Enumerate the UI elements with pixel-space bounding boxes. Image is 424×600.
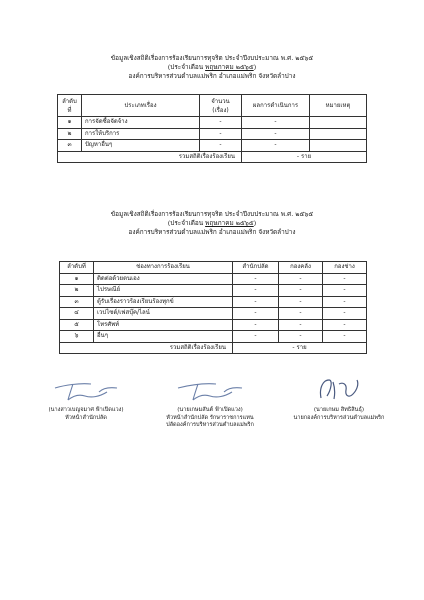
row-channel: โทรศัพท์ (94, 319, 233, 331)
row-no: ๕ (60, 319, 94, 331)
section2-heading (0, 210, 424, 237)
header-count: จำนวน (เรื่อง) (200, 95, 242, 117)
total-label: รวมสถิติเรื่องร้องเรียน (60, 342, 233, 354)
row-office: - (233, 296, 279, 308)
row-channel: เวปไซต์/เฟสบุ๊ค/ไลน์ (94, 308, 233, 320)
row-office: - (233, 273, 279, 285)
signer-2-position: หัวหน้าสำนักปลัด รักษาราชการแทน (166, 414, 254, 421)
total-value: - ราย (242, 151, 367, 163)
row-result: - (242, 117, 310, 129)
signature-block-2 (140, 378, 280, 430)
row-channel: อื่นๆ (94, 331, 233, 343)
signer-1-position: หัวหน้าสำนักปลัด (65, 414, 107, 421)
row-note (310, 117, 367, 129)
header-finance: กองคลัง (279, 262, 323, 274)
table-header-row (60, 262, 367, 274)
total-row (60, 342, 367, 354)
handwritten-signature-3 (313, 374, 365, 404)
section2-month-line: (ประจำเดือน พฤษภาคม ๒๕๖๕) (167, 219, 257, 227)
section2-organization: องค์การบริหารส่วนตำบลแม่พริก อำเภอแม่พริก จังหวัดลำปาง (128, 228, 296, 236)
row-no: ๓ (58, 140, 82, 152)
row-result: - (242, 128, 310, 140)
row-channel: ตู้รับเรื่องราวร้องเรียนร้องทุกข์ (94, 296, 233, 308)
table-row (60, 273, 367, 285)
table-row (60, 296, 367, 308)
total-value: - ราย (233, 342, 367, 354)
section1-month: พฤษภาคม ๒๕๖๕ (205, 63, 254, 71)
section2-title: ข้อมูลเชิงสถิติเรื่องการร้องเรียนการทุจริต ประจำปีงบประมาณ พ.ศ. ๒๕๖๕ (110, 210, 314, 218)
row-no: ๖ (60, 331, 94, 343)
row-no: ๓ (60, 296, 94, 308)
table-row (58, 117, 367, 129)
header-no: ลำดับที่ (60, 262, 94, 274)
signer-1-name: (นางสาวเบญจมาศ ฟ้าเปิดแวง) (48, 407, 124, 413)
row-type: การให้บริการ (82, 128, 200, 140)
row-type: การจัดซื้อจัดจ้าง (82, 117, 200, 129)
row-engineering: - (323, 296, 367, 308)
handwritten-signature-1 (51, 378, 121, 404)
row-engineering: - (323, 319, 367, 331)
row-finance: - (279, 308, 323, 320)
table-row (58, 140, 367, 152)
row-finance: - (279, 285, 323, 297)
row-channel: ไปรษณีย์ (94, 285, 233, 297)
row-office: - (233, 319, 279, 331)
signature-block-3 (270, 374, 408, 422)
signature-block-1 (28, 378, 144, 422)
signer-3-name: (นายเกษม สิทธิสินธุ์) (313, 407, 365, 413)
row-finance: - (279, 296, 323, 308)
total-row (58, 151, 367, 163)
row-office: - (233, 308, 279, 320)
section1-heading (0, 54, 424, 81)
handwritten-signature-2 (174, 378, 246, 404)
row-note (310, 140, 367, 152)
row-finance: - (279, 273, 323, 285)
row-count: - (200, 140, 242, 152)
row-office: - (233, 285, 279, 297)
row-engineering: - (323, 273, 367, 285)
table-row (60, 285, 367, 297)
row-finance: - (279, 331, 323, 343)
header-no: ลำดับที่ (58, 95, 82, 117)
complaint-type-table (57, 94, 367, 163)
section2-month: พฤษภาคม ๒๕๖๕ (205, 219, 254, 227)
row-type: ปัญหาอื่นๆ (82, 140, 200, 152)
row-no: ๒ (58, 128, 82, 140)
header-channel: ช่องทางการร้องเรียน (94, 262, 233, 274)
row-finance: - (279, 319, 323, 331)
table-row (58, 128, 367, 140)
row-engineering: - (323, 285, 367, 297)
section1-month-line: (ประจำเดือน พฤษภาคม ๒๕๖๕) (167, 63, 257, 71)
complaint-channel-table (59, 261, 367, 354)
section1-organization: องค์การบริหารส่วนตำบลแม่พริก อำเภอแม่พริก จังหวัดลำปาง (128, 72, 296, 80)
signer-2-name: (นายเกษมสันต์ ฟ้าเปิดแวง) (177, 407, 243, 413)
row-count: - (200, 128, 242, 140)
signer-2-position-line2: ปลัดองค์การบริหารส่วนตำบลแม่พริก (166, 422, 254, 428)
row-no: ๒ (60, 285, 94, 297)
row-result: - (242, 140, 310, 152)
row-note (310, 128, 367, 140)
row-engineering: - (323, 308, 367, 320)
row-no: ๑ (60, 273, 94, 285)
signer-3-position: นายกองค์การบริหารส่วนตำบลแม่พริก (293, 414, 385, 421)
header-note: หมายเหตุ (310, 95, 367, 117)
row-channel: ติดต่อด้วยตนเอง (94, 273, 233, 285)
table-row (60, 308, 367, 320)
row-office: - (233, 331, 279, 343)
header-engineering: กองช่าง (323, 262, 367, 274)
table-row (60, 331, 367, 343)
row-count: - (200, 117, 242, 129)
header-result: ผลการดำเนินการ (242, 95, 310, 117)
table-header-row (58, 95, 367, 117)
header-type: ประเภทเรื่อง (82, 95, 200, 117)
row-engineering: - (323, 331, 367, 343)
row-no: ๑ (58, 117, 82, 129)
section1-title: ข้อมูลเชิงสถิติเรื่องการร้องเรียนการทุจริต ประจำปีงบประมาณ พ.ศ. ๒๕๖๕ (110, 54, 314, 62)
header-office: สำนักปลัด (233, 262, 279, 274)
total-label: รวมสถิติเรื่องร้องเรียน (58, 151, 242, 163)
row-no: ๔ (60, 308, 94, 320)
table-row (60, 319, 367, 331)
